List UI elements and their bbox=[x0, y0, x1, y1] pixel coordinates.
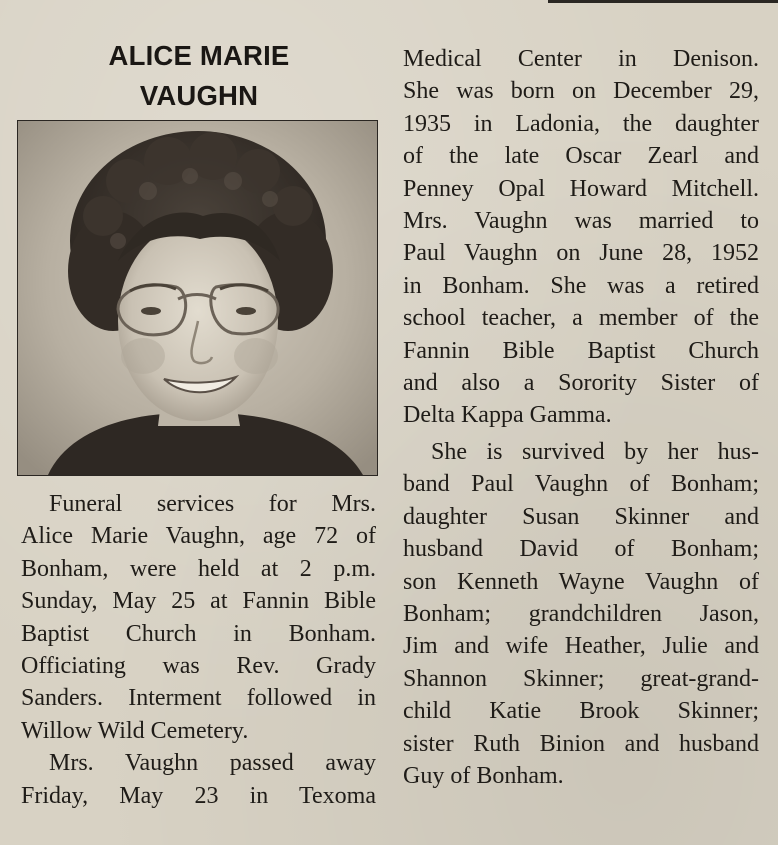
text-line: child Katie Brook Skinner; bbox=[403, 698, 759, 725]
text-line: Fannin Bible Baptist Church bbox=[403, 337, 759, 364]
text-line: Willow Wild Cemetery. bbox=[21, 717, 249, 744]
text-line: She was born on December 29, bbox=[403, 78, 759, 105]
text-line: son Kenneth Wayne Vaughn of bbox=[403, 568, 759, 595]
text-line: Baptist Church in Bonham. bbox=[21, 620, 376, 647]
text-line: husband David of Bonham; bbox=[403, 536, 759, 563]
headline-line-1: ALICE MARIE bbox=[108, 40, 290, 71]
headline-line-2: VAUGHN bbox=[139, 80, 259, 111]
right-column-paragraph-1 bbox=[403, 43, 759, 432]
right-column-paragraph-2 bbox=[403, 436, 759, 792]
text-line: Jim and wife Heather, Julie and bbox=[403, 633, 759, 660]
text-line: sister Ruth Binion and husband bbox=[403, 730, 759, 757]
text-line: in Bonham. She was a retired bbox=[403, 272, 759, 299]
text-line: Guy of Bonham. bbox=[403, 762, 564, 789]
text-line: of the late Oscar Zearl and bbox=[403, 143, 759, 170]
column-rule bbox=[548, 0, 778, 3]
portrait-image bbox=[18, 121, 377, 475]
text-line: Delta Kappa Gamma. bbox=[403, 402, 612, 429]
obituary-headline bbox=[16, 36, 382, 116]
text-line: Sunday, May 25 at Fannin Bible bbox=[21, 588, 376, 615]
text-line: Sanders. Interment followed in bbox=[21, 685, 376, 712]
text-line: daughter Susan Skinner and bbox=[403, 503, 759, 530]
text-line: 1935 in Ladonia, the daughter bbox=[403, 110, 759, 137]
text-line: Friday, May 23 in Texoma bbox=[21, 782, 376, 809]
text-line: Bonham; grandchildren Jason, bbox=[403, 600, 759, 627]
left-column-text bbox=[21, 488, 376, 812]
text-line: Funeral services for Mrs. bbox=[49, 491, 376, 517]
text-line: band Paul Vaughn of Bonham; bbox=[403, 471, 759, 498]
text-line: Alice Marie Vaughn, age 72 of bbox=[21, 523, 376, 550]
portrait-photo bbox=[17, 120, 378, 476]
text-line: Medical Center in Denison. bbox=[403, 46, 759, 72]
text-line: Bonham, were held at 2 p.m. bbox=[21, 555, 376, 582]
text-line: school teacher, a member of the bbox=[403, 305, 759, 332]
text-line: She is survived by her hus- bbox=[431, 439, 759, 465]
text-line: and also a Sorority Sister of bbox=[403, 369, 759, 396]
text-line: Penney Opal Howard Mitchell. bbox=[403, 175, 759, 202]
text-line: Mrs. Vaughn passed away bbox=[49, 750, 376, 777]
text-line: Mrs. Vaughn was married to bbox=[403, 207, 759, 234]
text-line: Shannon Skinner; great-grand- bbox=[403, 665, 759, 692]
text-line: Officiating was Rev. Grady bbox=[21, 652, 376, 679]
text-line: Paul Vaughn on June 28, 1952 bbox=[403, 240, 759, 267]
